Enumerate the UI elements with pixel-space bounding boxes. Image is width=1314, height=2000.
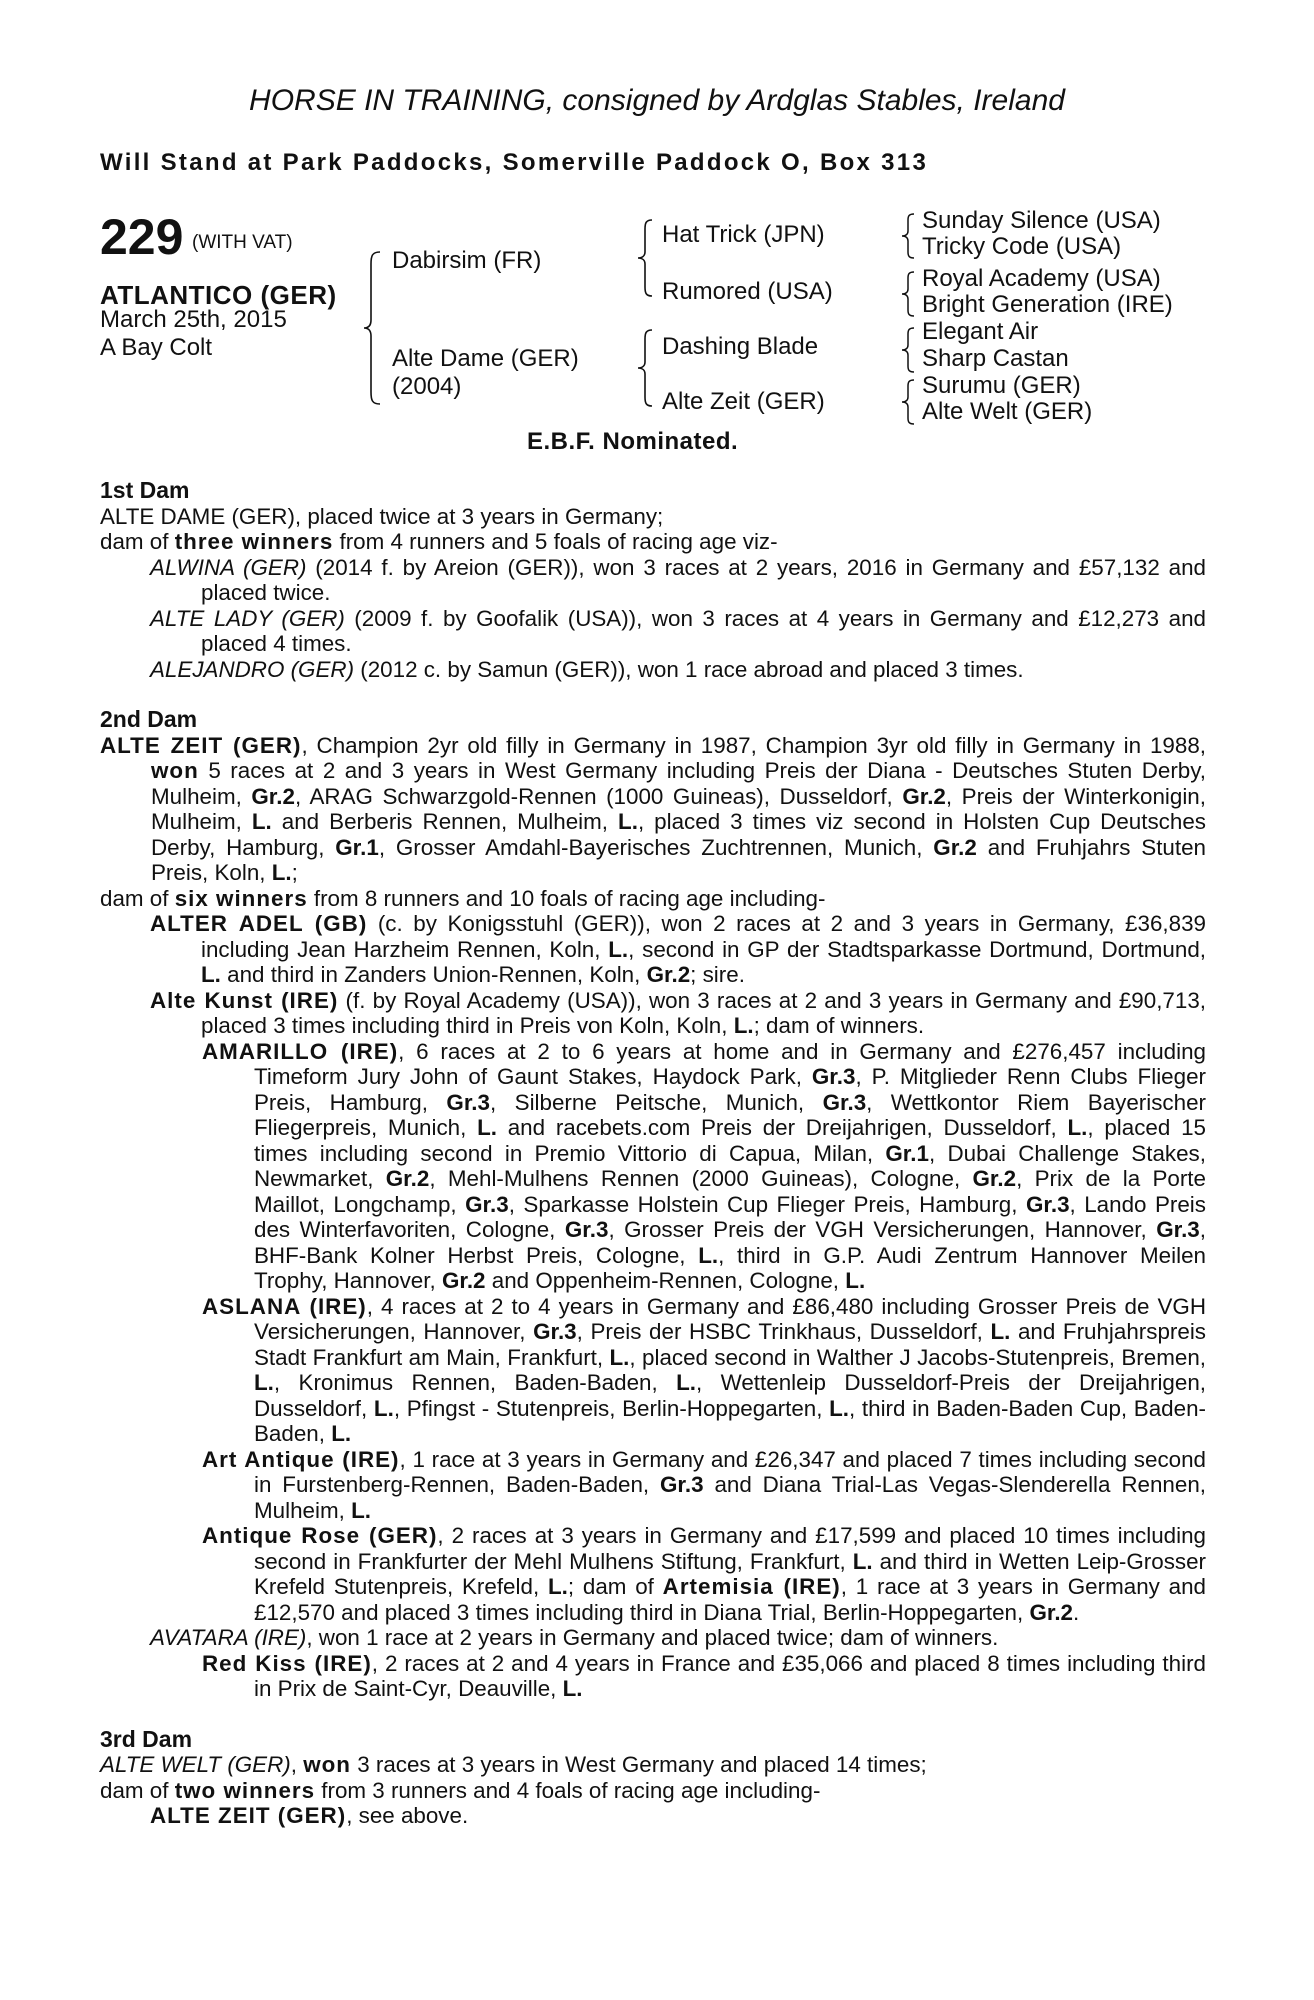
text-run: , Preis der Winterkonigin, Mulheim,	[151, 783, 1206, 834]
listed-label: L.	[201, 962, 221, 987]
grade-label: Gr.2	[385, 1166, 430, 1191]
listed-label: L.	[990, 1319, 1011, 1344]
listed-label: L.	[562, 1676, 583, 1701]
offspring-alte-lady	[100, 606, 1206, 657]
pedigree-dam-year: (2004)	[392, 373, 462, 400]
text-run: , Dubai Challenge Stakes, Newmarket,	[254, 1140, 1206, 1191]
text-run: , Lando Preis des Winterfavoriten, Cologne,	[254, 1191, 1206, 1242]
text-run: (2014 f. by Areion (GER)), won 3 races at 2 years, 2016 in Germany and £57,132 and placed twice.	[201, 554, 1206, 605]
text-run: , Silberne Peitsche, Munich,	[489, 1089, 823, 1115]
grade-label: Gr.3	[533, 1319, 577, 1344]
text-run: , Kronimus Rennen, Baden-Baden,	[273, 1370, 677, 1395]
text-run: , placed 3 times viz second in Holsten Cup Deutsches Derby, Hamburg,	[151, 809, 1206, 860]
text-run: 5 races at 2 and 3 years in West Germany including Preis der Diana - Deutsches Stuten Derby, Mulheim,	[151, 758, 1206, 809]
offspring-art-antique	[100, 1447, 1206, 1524]
text-run: dam of	[100, 885, 175, 911]
offspring-name: ASLANA (IRE)	[202, 1293, 367, 1319]
text-run: ;	[291, 860, 298, 885]
second-dam-produce	[100, 886, 1206, 912]
winners-count: two winners	[174, 1777, 316, 1803]
offspring-name: ALTE LADY (GER)	[150, 605, 345, 631]
listed-label: L.	[609, 1344, 630, 1370]
grade-label: Gr.2	[933, 834, 977, 860]
pedigree-dam-dam: Alte Zeit (GER)	[662, 388, 825, 415]
ebf-nominated: E.B.F. Nominated.	[527, 428, 739, 455]
pedigree-sire-dam: Rumored (USA)	[662, 278, 833, 305]
dam-name: ALTE WELT (GER)	[100, 1752, 291, 1777]
listed-label: L.	[547, 1574, 568, 1599]
text-run: and Fruhjahrspreis Stadt Frankfurt am Main, Frankfurt,	[254, 1319, 1206, 1370]
third-dam-produce	[100, 1778, 1206, 1804]
winners-count: six winners	[174, 885, 308, 911]
pedigree-sire: Dabirsim (FR)	[392, 247, 542, 274]
offspring-name: ALEJANDRO (GER)	[150, 656, 355, 682]
dam-name: ALTE ZEIT (GER)	[100, 732, 302, 758]
dam-details	[100, 478, 1206, 1829]
text-run: , Grosser Preis der VGH Versicherungen, Hannover,	[608, 1217, 1157, 1242]
text-run: , 2 races at 3 years in Germany and £17,599 and placed 10 times including second in Frankfurter der Mehl Mulhens Stiftung, Frankfurt,	[254, 1523, 1206, 1574]
first-dam-heading: 1st Dam	[100, 477, 190, 503]
listed-label: L.	[331, 1421, 352, 1446]
text-run: , Wettenleip Dusseldorf-Preis der Dreijahrigen, Dusseldorf,	[254, 1370, 1206, 1421]
offspring-avatara	[100, 1625, 1206, 1651]
offspring-name: Artemisia (IRE)	[662, 1574, 841, 1599]
pedigree-ds-sire: Elegant Air	[922, 318, 1039, 345]
text-run: ; dam of	[567, 1574, 663, 1599]
pedigree-brace-dam	[636, 328, 654, 408]
text-run: , see above.	[346, 1803, 469, 1828]
offspring-name: Antique Rose (GER)	[202, 1523, 438, 1548]
offspring-name: ALTE ZEIT (GER)	[150, 1803, 347, 1828]
grade-label: Gr.3	[564, 1217, 609, 1242]
listed-label: L.	[477, 1115, 497, 1140]
listed-label: L.	[373, 1395, 394, 1421]
text-run: .	[1073, 1599, 1080, 1625]
listed-label: L.	[829, 1395, 850, 1421]
grade-label: Gr.3	[822, 1089, 867, 1115]
text-run: (2012 c. by Samun (GER)), won 1 race abroad and placed 3 times.	[354, 656, 1024, 682]
text-run: ; dam of winners.	[753, 1013, 925, 1038]
pedigree-brace-ds	[900, 326, 916, 374]
grade-label: Gr.3	[446, 1089, 490, 1115]
offspring-alejandro	[100, 657, 1206, 683]
text-run: , placed 15 times including second in Premio Vittorio di Capua, Milan,	[254, 1115, 1206, 1166]
pedigree-sire-sire: Hat Trick (JPN)	[662, 221, 825, 248]
text-run: , 4 races at 2 to 4 years in Germany and £86,480 including Grosser Preis de VGH Versicherungen, Hannover,	[254, 1293, 1206, 1344]
text-run: , 6 races at 2 to 6 years at home and in Germany and £276,457 including Timeform Jury John of Gaunt Stakes, Haydock Park,	[254, 1038, 1206, 1089]
winners-count: three winners	[174, 529, 334, 554]
pedigree-ss-sire: Sunday Silence (USA)	[922, 207, 1161, 234]
listed-label: L.	[351, 1497, 371, 1523]
text-run: and Diana Trial-Las Vegas-Slenderella Rennen, Mulheim,	[254, 1472, 1206, 1523]
text-run: from 3 runners and 4 foals of racing age including-	[315, 1777, 821, 1803]
offspring-aslana	[100, 1294, 1206, 1447]
grade-label: Gr.3	[1156, 1217, 1200, 1242]
pedigree-brace-dd	[900, 378, 916, 426]
listed-label: L.	[271, 860, 292, 885]
pedigree-dam: Alte Dame (GER)	[392, 345, 579, 372]
grade-label: Gr.3	[660, 1472, 704, 1497]
text-run: dam of	[100, 1777, 175, 1803]
grade-label: Gr.1	[335, 834, 379, 860]
grade-label: Gr.2	[1029, 1599, 1074, 1625]
text-run: (c. by Konigsstuhl (GER)), won 2 races at 2 and 3 years in Germany, £36,839 including Jean Harzheim Rennen, Koln,	[201, 911, 1206, 962]
offspring-alte-kunst	[100, 988, 1206, 1039]
consignment-line: HORSE IN TRAINING, consigned by Ardglas Stables, Ireland	[249, 84, 1065, 117]
text-run: , 1 race at 3 years in Germany and £12,570 and placed 3 times including third in Diana Trial, Berlin-Hoppegarten,	[254, 1574, 1206, 1625]
text-run: , ARAG Schwarzgold-Rennen (1000 Guineas), Dusseldorf,	[294, 783, 903, 809]
listed-label: L.	[1067, 1115, 1088, 1140]
text-run: ; sire.	[690, 962, 745, 987]
text-run: , P. Mitglieder Renn Clubs Flieger Preis, Hamburg,	[254, 1064, 1206, 1115]
offspring-name: Red Kiss (IRE)	[202, 1650, 372, 1676]
pedigree-ss-dam: Tricky Code (USA)	[922, 233, 1122, 260]
second-dam-alte-zeit	[100, 733, 1206, 886]
grade-label: Gr.2	[902, 783, 946, 809]
pedigree-brace-sire	[636, 218, 654, 298]
grade-label: Gr.2	[251, 783, 295, 809]
text-run: , Grosser Amdahl-Bayerisches Zuchtrennen, Munich,	[378, 834, 934, 860]
offspring-alter-adel	[100, 911, 1206, 988]
pedigree-sd-sire: Royal Academy (USA)	[922, 265, 1161, 292]
text-run: , third in Baden-Baden Cup, Baden-Baden,	[254, 1395, 1206, 1446]
listed-label: L.	[698, 1242, 719, 1268]
offspring-name: AMARILLO (IRE)	[202, 1038, 399, 1064]
text-run: , won 1 race at 2 years in Germany and placed twice; dam of winners.	[306, 1625, 999, 1650]
won-label: won	[151, 758, 199, 783]
text-run: and third in Zanders Union-Rennen, Koln,	[220, 962, 647, 987]
text-run: , Wettkontor Riem Bayerischer Fliegerpreis, Munich,	[254, 1089, 1206, 1140]
text-run: , BHF-Bank Kolner Herbst Preis, Cologne,	[254, 1217, 1206, 1268]
listed-label: L.	[733, 1013, 754, 1038]
pedigree-brace-main	[362, 250, 382, 406]
offspring-red-kiss	[100, 1651, 1206, 1702]
text-run: , Champion 2yr old filly in Germany in 1987, Champion 3yr old filly in Germany in 1988,	[301, 732, 1206, 758]
grade-label: Gr.2	[646, 962, 691, 987]
text-run: , Pfingst - Stutenpreis, Berlin-Hoppegarten,	[393, 1395, 830, 1421]
text-run: ,	[290, 1752, 304, 1777]
pedigree-brace-ss	[900, 212, 916, 260]
won-label: won	[303, 1752, 351, 1777]
grade-label: Gr.3	[465, 1191, 509, 1217]
lot-number: 229	[100, 209, 184, 265]
offspring-alwina	[100, 555, 1206, 606]
offspring-alte-zeit	[100, 1803, 1206, 1829]
third-dam-alte-welt	[100, 1752, 1206, 1778]
pedigree-ds-dam: Sharp Castan	[922, 345, 1069, 372]
text-run: , Preis der HSBC Trinkhaus, Dusseldorf,	[576, 1319, 991, 1344]
text-run: , second in GP der Stadtsparkasse Dortmund, Dortmund,	[628, 936, 1206, 962]
pedigree-brace-sd	[900, 270, 916, 318]
pedigree-dam-sire: Dashing Blade	[662, 333, 819, 360]
stand-location: Will Stand at Park Paddocks, Somerville Paddock O, Box 313	[100, 149, 929, 176]
grade-label: Gr.2	[441, 1268, 486, 1293]
first-dam-produce	[100, 529, 1206, 555]
text-run: (f. by Royal Academy (USA)), won 3 races at 2 and 3 years in Germany and £90,713, placed 3 times including third in Preis von Koln, Koln,	[201, 987, 1206, 1038]
second-dam-heading: 2nd Dam	[100, 706, 198, 732]
offspring-amarillo	[100, 1039, 1206, 1294]
listed-label: L.	[845, 1268, 866, 1293]
text-run: , third in G.P. Audi Zentrum Hannover Meilen Trophy, Hannover,	[254, 1242, 1206, 1293]
text-run: from 8 runners and 10 foals of racing age including-	[307, 885, 826, 911]
listed-label: L.	[254, 1370, 274, 1395]
pedigree-sd-dam: Bright Generation (IRE)	[922, 291, 1173, 318]
listed-label: L.	[251, 809, 272, 834]
listed-label: L.	[852, 1548, 873, 1574]
text-run: from 4 runners and 5 foals of racing age viz-	[333, 529, 778, 554]
text-run: and Berberis Rennen, Mulheim,	[271, 809, 619, 834]
text-run: , placed second in Walther J Jacobs-Stutenpreis, Bremen,	[629, 1344, 1206, 1370]
offspring-antique-rose	[100, 1523, 1206, 1625]
grade-label: Gr.3	[811, 1064, 856, 1089]
text-run: and Oppenheim-Rennen, Cologne,	[485, 1268, 846, 1293]
first-dam-intro: ALTE DAME (GER), placed twice at 3 years in Germany;	[100, 503, 664, 529]
text-run: , Prix de la Porte Maillot, Longchamp,	[254, 1166, 1206, 1217]
offspring-name: Alte Kunst (IRE)	[150, 987, 339, 1013]
grade-label: Gr.2	[972, 1166, 1017, 1191]
offspring-name: Art Antique (IRE)	[202, 1446, 400, 1472]
text-run: (2009 f. by Goofalik (USA)), won 3 races at 4 years in Germany and £12,273 and placed 4 times.	[201, 605, 1206, 656]
text-run: dam of	[100, 529, 175, 554]
third-dam-heading: 3rd Dam	[100, 1725, 193, 1752]
grade-label: Gr.3	[1025, 1191, 1070, 1217]
vat-label: (WITH VAT)	[192, 232, 293, 253]
horse-name: ATLANTICO (GER)	[100, 280, 337, 310]
listed-label: L.	[608, 936, 629, 962]
offspring-name: ALWINA (GER)	[150, 554, 307, 580]
text-run: , 1 race at 3 years in Germany and £26,347 and placed 7 times including second in Furstenberg-Rennen, Baden-Baden,	[254, 1446, 1206, 1497]
pedigree-dd-sire: Surumu (GER)	[922, 372, 1081, 399]
offspring-name: ALTER ADEL (GB)	[150, 911, 368, 936]
text-run: 3 races at 3 years in West Germany and placed 14 times;	[350, 1752, 927, 1777]
text-run: and Fruhjahrs Stuten Preis, Koln,	[151, 834, 1207, 885]
text-run: , Mehl-Mulhens Rennen (2000 Guineas), Cologne,	[429, 1166, 973, 1191]
offspring-name: AVATARA (IRE)	[150, 1625, 307, 1650]
foaling-date: March 25th, 2015	[100, 306, 287, 333]
text-run: , 2 races at 2 and 4 years in France and £35,066 and placed 8 times including third in Prix de Saint-Cyr, Deauville,	[254, 1650, 1206, 1701]
pedigree-dd-dam: Alte Welt (GER)	[922, 398, 1093, 425]
listed-label: L.	[676, 1370, 697, 1395]
text-run: and racebets.com Preis der Dreijahrigen, Dusseldorf,	[496, 1115, 1068, 1140]
text-run: , Sparkasse Holstein Cup Flieger Preis, Hamburg,	[508, 1191, 1026, 1217]
horse-description: A Bay Colt	[100, 334, 213, 361]
text-run: and third in Wetten Leip-Grosser Krefeld Stutenpreis, Krefeld,	[254, 1548, 1207, 1599]
grade-label: Gr.1	[885, 1140, 929, 1166]
listed-label: L.	[618, 809, 638, 834]
